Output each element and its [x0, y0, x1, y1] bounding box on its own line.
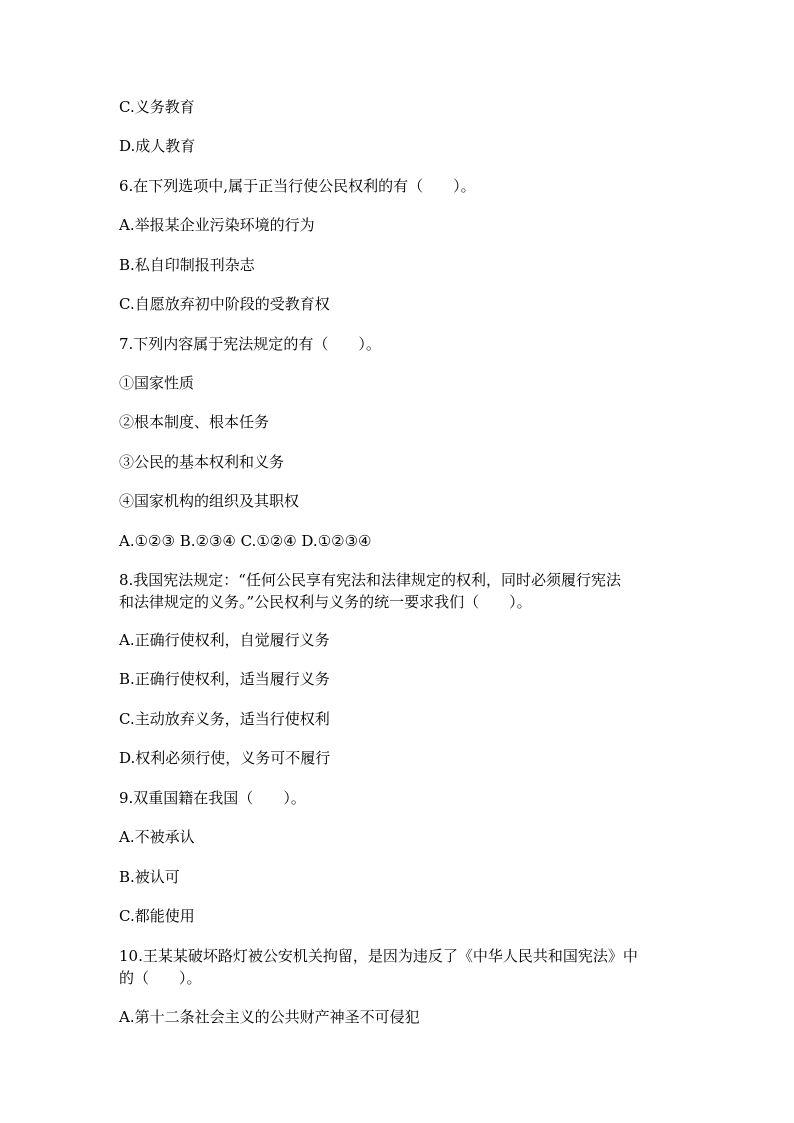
statement-4-q7: ④国家机构的组织及其职权	[119, 492, 300, 510]
option-c-q5: C.义务教育	[119, 98, 195, 116]
option-b-q6: B.私自印制报刊杂志	[119, 256, 255, 274]
option-c-q8: C.主动放弃义务，适当行使权利	[119, 710, 330, 728]
question-6: 6.在下列选项中,属于正当行使公民权利的有（ ）。	[119, 177, 476, 195]
statement-2-q7: ②根本制度、根本任务	[119, 413, 270, 431]
option-b-q9: B.被认可	[119, 868, 180, 886]
question-10-line-2: 的（ ）。	[119, 969, 202, 987]
option-b-q8: B.正确行使权利，适当履行义务	[119, 670, 330, 688]
option-a-q10: A.第十二条社会主义的公共财产神圣不可侵犯	[119, 1008, 420, 1026]
option-d-q8: D.权利必须行使，义务可不履行	[119, 749, 331, 767]
question-9: 9.双重国籍在我国（ ）。	[119, 789, 306, 807]
option-a-q9: A.不被承认	[119, 828, 195, 846]
option-a-q6: A.举报某企业污染环境的行为	[119, 216, 315, 234]
option-c-q6: C.自愿放弃初中阶段的受教育权	[119, 295, 330, 313]
question-8-line-2: 和法律规定的义务。”公民权利与义务的统一要求我们（ ）。	[119, 593, 532, 611]
statement-1-q7: ①国家性质	[119, 374, 195, 392]
statement-3-q7: ③公民的基本权利和义务	[119, 453, 285, 471]
question-8-line-1: 8.我国宪法规定：“任何公民享有宪法和法律规定的权利，同时必须履行宪法	[119, 571, 621, 589]
options-q7: A.①②③ B.②③④ C.①②④ D.①②③④	[119, 532, 372, 550]
question-7: 7.下列内容属于宪法规定的有（ ）。	[119, 335, 381, 353]
option-a-q8: A.正确行使权利，自觉履行义务	[119, 631, 330, 649]
question-10-line-1: 10.王某某破坏路灯被公安机关拘留，是因为违反了《中华人民共和国宪法》中	[119, 947, 638, 965]
option-c-q9: C.都能使用	[119, 907, 195, 925]
option-d-q5: D.成人教育	[119, 137, 196, 155]
